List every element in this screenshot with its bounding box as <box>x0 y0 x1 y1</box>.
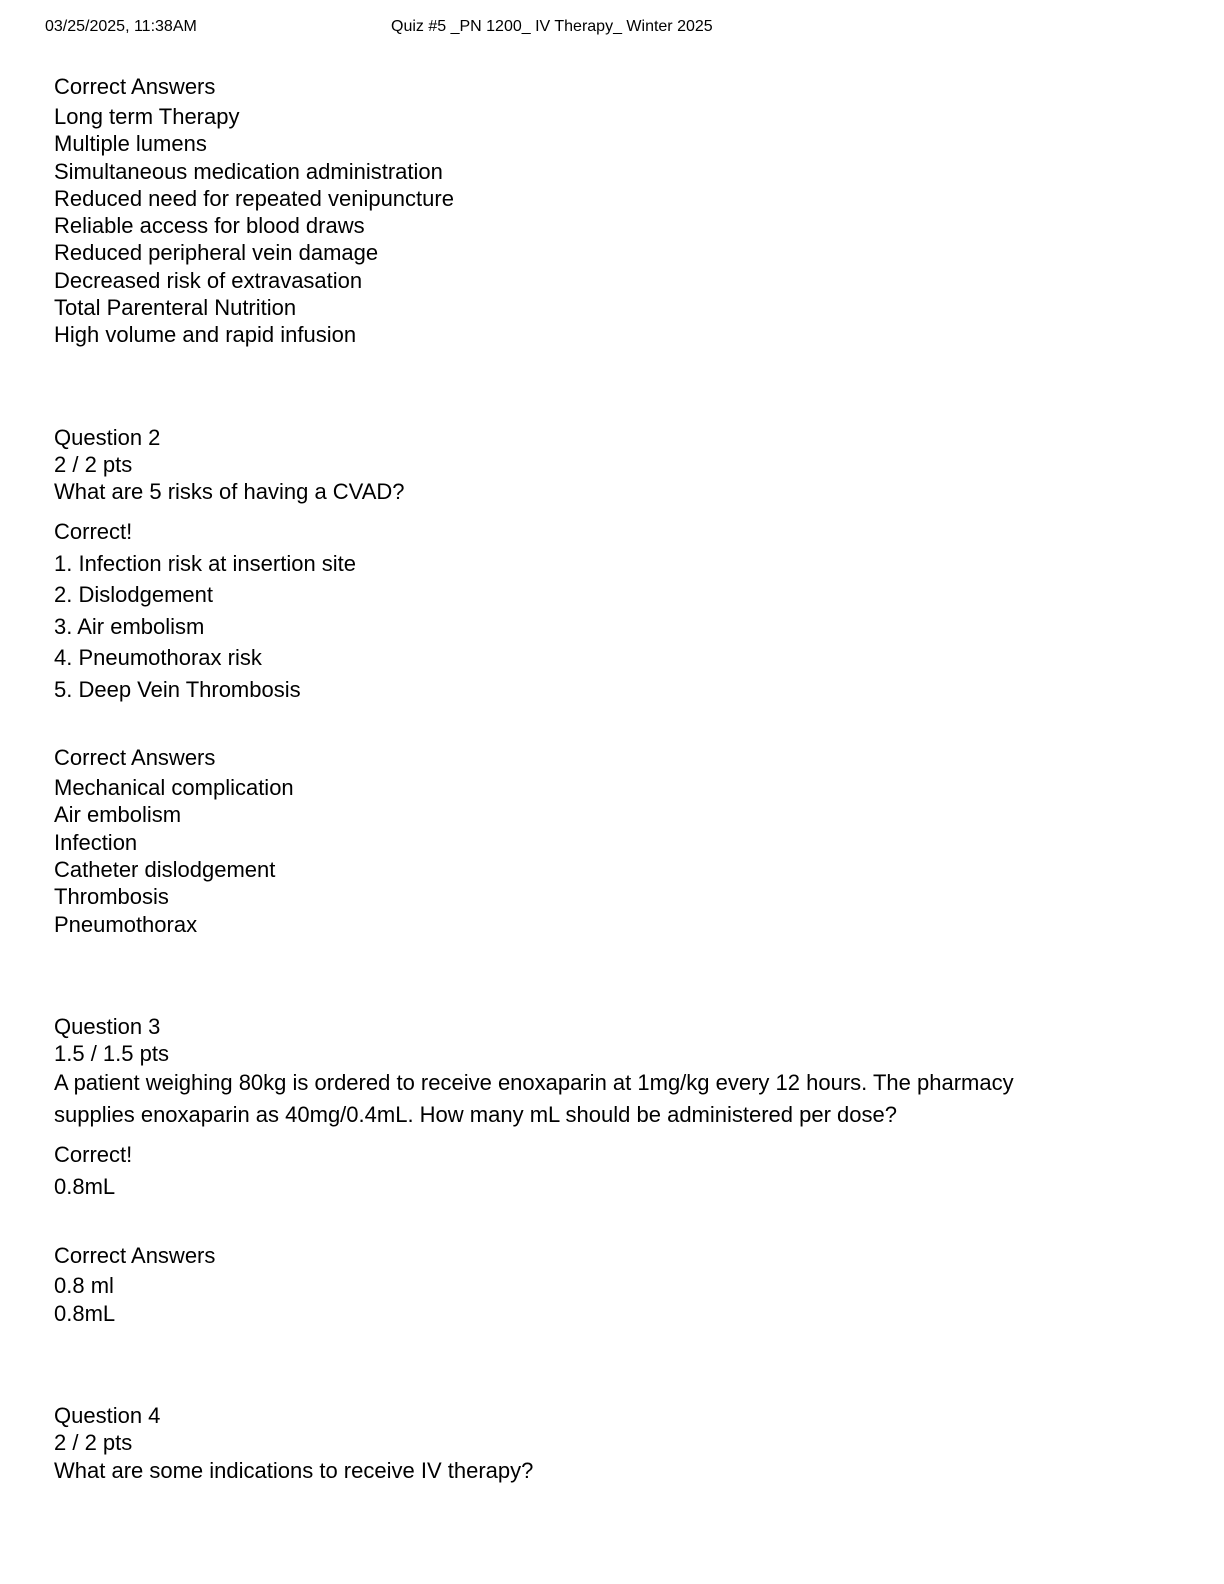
question-3 <box>54 1013 1174 1327</box>
correct-status: Correct! <box>54 1142 133 1168</box>
correct-answer-item: Thrombosis <box>54 884 169 910</box>
correct-answer-item: Infection <box>54 829 138 855</box>
correct-status: Correct! <box>54 518 133 544</box>
question-prompt-line-1: A patient weighing 80kg is ordered to receive enoxaparin at 1mg/kg every 12 hours. The pharmacy <box>54 1070 1014 1096</box>
correct-answers-list <box>54 1272 1174 1327</box>
correct-answers-label: Correct Answers <box>54 745 216 771</box>
response-item: 3. Air embolism <box>54 613 205 639</box>
correct-answer-item: Total Parenteral Nutrition <box>54 295 297 321</box>
q1-correct-answers <box>54 71 1174 349</box>
question-4 <box>54 1402 1174 1484</box>
correct-answer-item: Decreased risk of extravasation <box>54 267 363 293</box>
correct-answer-item: Simultaneous medication administration <box>54 158 443 184</box>
correct-answers-list <box>54 103 1174 349</box>
student-response-list <box>54 548 1174 706</box>
correct-answer-item: Air embolism <box>54 802 182 828</box>
print-date: 03/25/2025, 11:38AM <box>45 18 197 35</box>
correct-answer-item: Long term Therapy <box>54 104 240 129</box>
print-header <box>0 18 1224 40</box>
correct-answer-item: 0.8 ml <box>54 1273 114 1299</box>
response-item: 2. Dislodgement <box>54 582 213 608</box>
question-points: 2 / 2 pts <box>54 451 133 477</box>
question-prompt: What are 5 risks of having a CVAD? <box>54 479 405 505</box>
question-prompt: What are some indications to receive IV therapy? <box>54 1457 534 1483</box>
correct-answer-item: 0.8mL <box>54 1300 116 1326</box>
correct-answer-item: High volume and rapid infusion <box>54 322 357 348</box>
correct-answer-item: Mechanical complication <box>54 775 294 801</box>
correct-answer-item: Pneumothorax <box>54 911 198 937</box>
question-points: 2 / 2 pts <box>54 1430 133 1456</box>
student-response: 0.8mL <box>54 1174 116 1200</box>
response-item: 5. Deep Vein Thrombosis <box>54 676 301 702</box>
correct-answer-item: Multiple lumens <box>54 131 207 157</box>
print-title: Quiz #5 _PN 1200_ IV Therapy_ Winter 2025 <box>391 18 713 35</box>
correct-answer-item: Catheter dislodgement <box>54 856 276 882</box>
correct-answer-item: Reduced need for repeated venipuncture <box>54 185 454 211</box>
correct-answer-item: Reliable access for blood draws <box>54 213 365 239</box>
quiz-content <box>54 71 1174 1484</box>
question-title: Question 3 <box>54 1013 161 1039</box>
correct-answers-list <box>54 774 1174 938</box>
correct-answers-label: Correct Answers <box>54 1243 216 1269</box>
correct-answer-item: Reduced peripheral vein damage <box>54 240 379 266</box>
question-2 <box>54 424 1174 938</box>
response-item: 4. Pneumothorax risk <box>54 645 262 671</box>
response-item: 1. Infection risk at insertion site <box>54 550 357 576</box>
question-title: Question 4 <box>54 1403 161 1429</box>
question-prompt-line-2: supplies enoxaparin as 40mg/0.4mL. How many mL should be administered per dose? <box>54 1102 897 1128</box>
question-title: Question 2 <box>54 424 161 450</box>
correct-answers-label: Correct Answers <box>54 74 216 99</box>
question-points: 1.5 / 1.5 pts <box>54 1041 169 1067</box>
